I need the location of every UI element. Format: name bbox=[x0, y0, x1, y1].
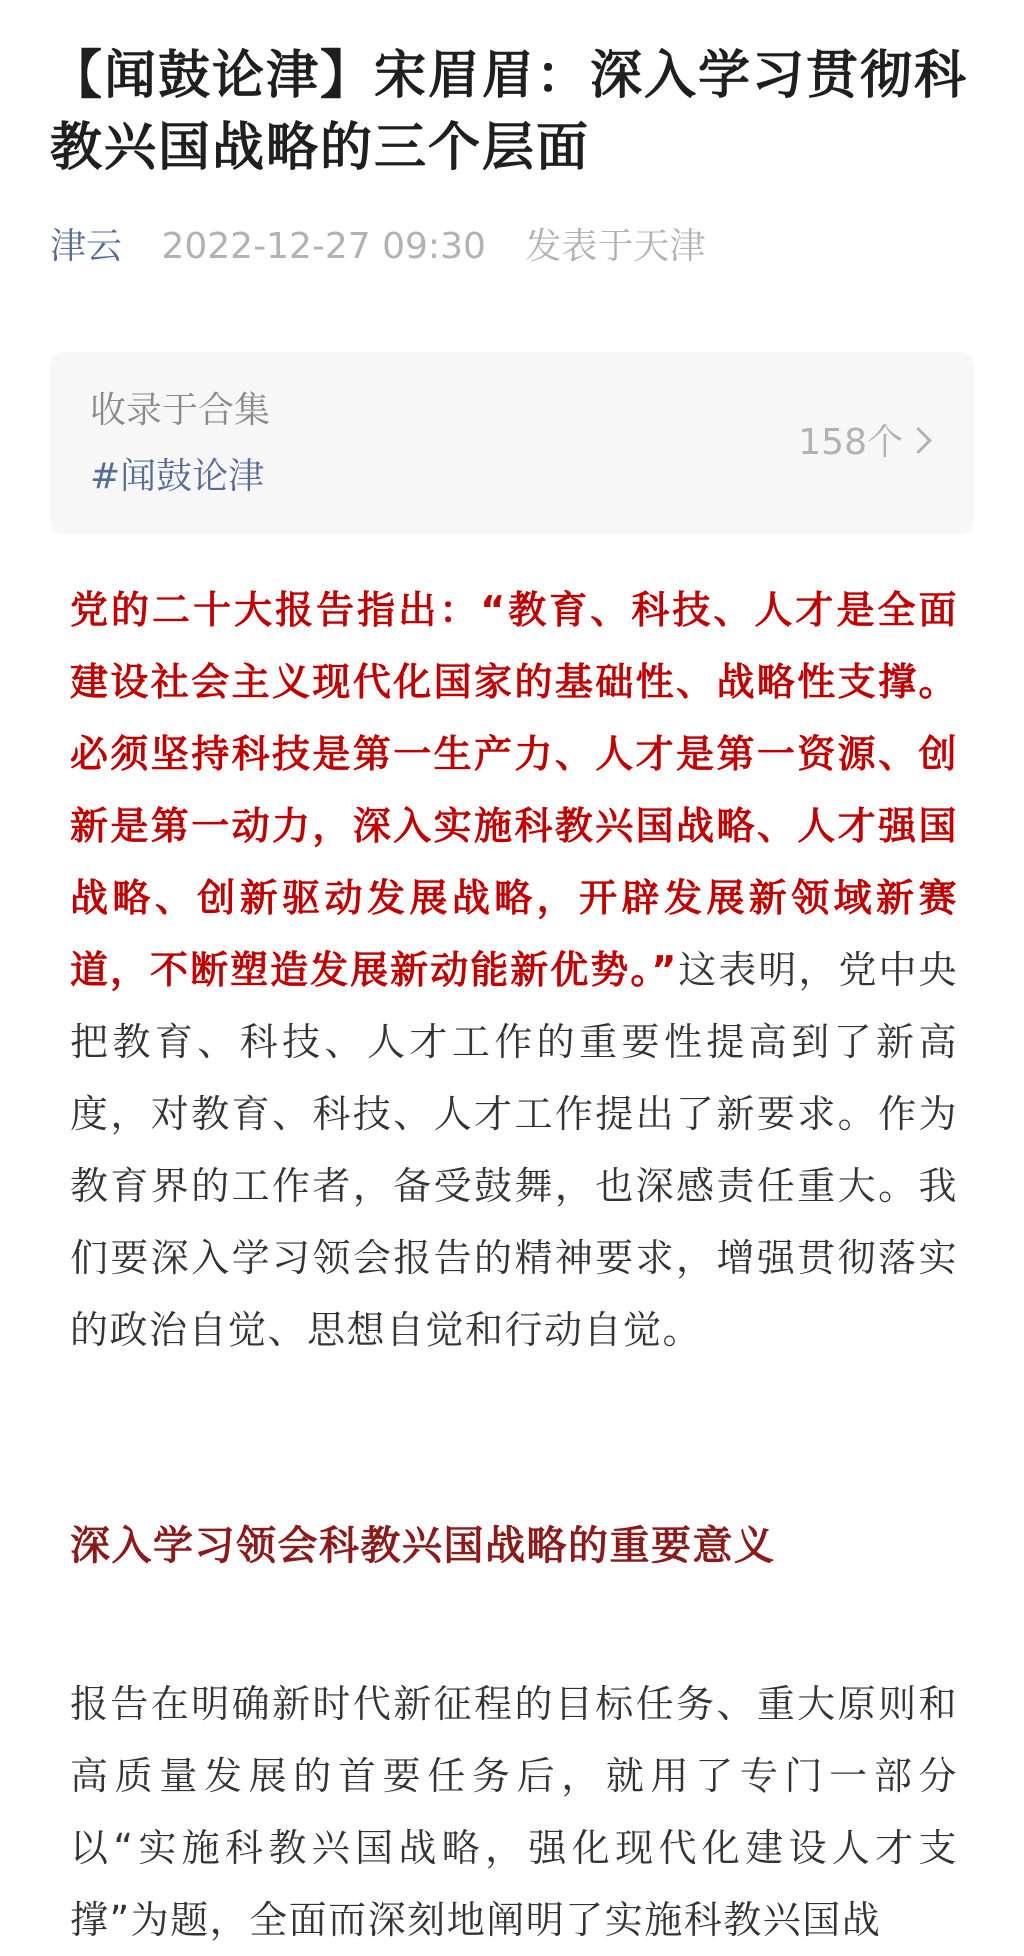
paragraph-text: 这表明，党中央把教育、科技、人才工作的重要性提高到了新高度，对教育、科技、人才工作提出了新要求。作为教育界的工作者，备受鼓舞，也深感责任重大。我们要深入学习领会报告的精神要求，增强贯彻落实的政治自觉、思想自觉和行动自觉。 bbox=[70, 948, 958, 1352]
collection-count-text: 158个 bbox=[798, 422, 903, 463]
article-paragraph-intro bbox=[70, 574, 958, 1366]
section-heading: 深入学习领会科教兴国战略的重要意义 bbox=[70, 1523, 776, 1569]
article-paragraph-body bbox=[70, 1668, 958, 1956]
collection-count[interactable] bbox=[798, 418, 928, 468]
article-meta bbox=[50, 222, 705, 272]
account-name-link[interactable]: 津云 bbox=[50, 226, 123, 267]
collection-card[interactable] bbox=[50, 352, 974, 534]
collection-label: 收录于合集 bbox=[90, 390, 271, 431]
article-title: 【闻鼓论津】宋眉眉：深入学习贯彻科教兴国战略的三个层面 bbox=[50, 46, 969, 178]
paragraph-text: 报告在明确新时代新征程的目标任务、重大原则和高质量发展的首要任务后，就用了专门一部分以“实施科教兴国战略，强化现代化建设人才支撑”为题，全面而深刻地阐明了实施科教兴国战 bbox=[70, 1682, 958, 1942]
chevron-right-icon bbox=[905, 427, 932, 454]
highlighted-quote: 党的二十大报告指出：“教育、科技、人才是全面建设社会主义现代化国家的基础性、战略性支撑。必须坚持科技是第一生产力、人才是第一资源、创新是第一动力，深入实施科教兴国战略、人才强国战略、创新驱动发展战略，开辟发展新领域新赛道，不断塑造发展新动能新优势。” bbox=[70, 588, 958, 992]
collection-tag-link[interactable]: #闻鼓论津 bbox=[90, 456, 265, 497]
publish-location: 发表于天津 bbox=[525, 226, 706, 267]
publish-time: 2022-12-27 09:30 bbox=[161, 226, 486, 267]
